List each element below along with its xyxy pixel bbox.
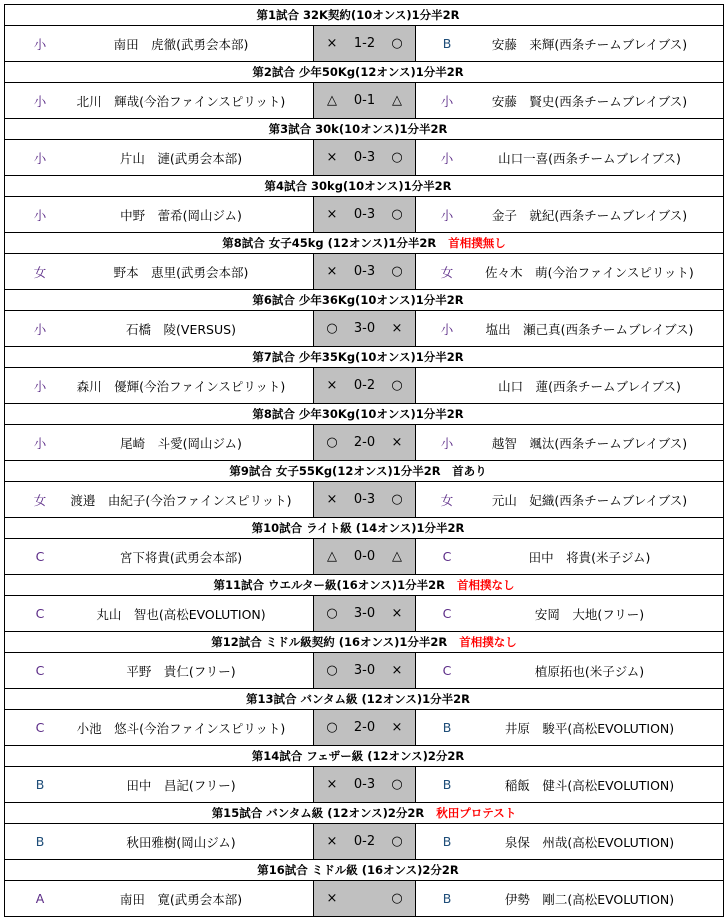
- left-fighter-name: 中野 蕾希(岡山ジム): [120, 207, 242, 223]
- left-fighter-cell: [5, 197, 314, 233]
- bout-title: 第10試合 ライト級 (14オンス)1分半2R: [251, 521, 465, 535]
- bout-header: [5, 803, 724, 824]
- bout-title: 第16試合 ミドル級 (16オンス)2分2R: [257, 863, 459, 877]
- right-fighter-name: 金子 就紀(西条チームブレイブス): [491, 207, 688, 223]
- bout-title: 第8試合 少年30Kg(10オンス)1分半2R: [252, 407, 464, 421]
- right-result-mark: ○: [391, 207, 403, 222]
- right-fighter-grade: 女: [440, 264, 454, 280]
- right-fighter-grade: B: [442, 720, 452, 735]
- bout-header: [5, 5, 724, 26]
- right-fighter-name: 塩出 瀬己真(西条チームブレイブス): [485, 321, 694, 337]
- left-fighter-grade: 小: [33, 150, 47, 166]
- bout-header-row: [5, 518, 724, 539]
- score: 0-2: [353, 378, 376, 393]
- bout-row: [5, 368, 724, 404]
- score: 2-0: [353, 435, 376, 450]
- right-fighter-grade: B: [442, 834, 452, 849]
- right-fighter-grade: C: [442, 549, 452, 564]
- right-result-mark: ○: [391, 36, 403, 51]
- bout-header: [5, 860, 724, 881]
- right-fighter-name: 山口一喜(西条チームブレイブス): [498, 150, 681, 166]
- bout-row: [5, 311, 724, 347]
- score: 0-3: [353, 777, 376, 792]
- left-fighter-grade: B: [35, 834, 45, 849]
- right-fighter-name: 植原拓也(米子ジム): [534, 663, 645, 679]
- right-fighter-grade: B: [442, 777, 452, 792]
- left-fighter-cell: [5, 482, 314, 518]
- right-fighter-grade: B: [442, 36, 452, 51]
- left-fighter-grade: A: [35, 891, 45, 906]
- left-result-mark: ×: [326, 36, 338, 51]
- right-fighter-name: 井原 駿平(高松EVOLUTION): [504, 720, 675, 736]
- bout-row: [5, 26, 724, 62]
- left-fighter-name: 渡邉 由紀子(今治ファインスピリット): [70, 492, 292, 508]
- left-fighter-grade: C: [35, 549, 45, 564]
- left-result-mark: ×: [326, 891, 338, 906]
- bout-row: [5, 767, 724, 803]
- right-fighter-grade: C: [442, 606, 452, 621]
- bout-header: [5, 461, 724, 482]
- bout-row: [5, 83, 724, 119]
- result-cell: [314, 767, 416, 803]
- left-fighter-cell: [5, 368, 314, 404]
- right-fighter-cell: [416, 140, 724, 176]
- right-fighter-name: 山口 蓮(西条チームブレイブス): [498, 378, 681, 394]
- bout-header-row: [5, 62, 724, 83]
- bout-row: [5, 254, 724, 290]
- bout-header-row: [5, 176, 724, 197]
- bout-title: 第14試合 フェザー級 (12オンス)2分2R: [251, 749, 465, 763]
- bout-header-row: [5, 461, 724, 482]
- score: 0-3: [353, 150, 376, 165]
- bout-row: [5, 425, 724, 461]
- right-fighter-name: 元山 妃織(西条チームブレイブス): [491, 492, 688, 508]
- left-result-mark: ○: [326, 321, 338, 336]
- bout-header: [5, 347, 724, 368]
- score: 2-0: [353, 720, 376, 735]
- bout-header: [5, 518, 724, 539]
- left-fighter-name: 宮下将貴(武勇会本部): [119, 549, 243, 565]
- bout-title: 第13試合 バンタム級 (12オンス)1分半2R: [245, 692, 471, 706]
- left-fighter-name: 平野 貴仁(フリー): [126, 663, 236, 679]
- bout-header-row: [5, 803, 724, 824]
- result-cell: [314, 653, 416, 689]
- right-result-mark: ×: [391, 606, 403, 621]
- bout-row: [5, 881, 724, 917]
- left-result-mark: ○: [326, 606, 338, 621]
- bout-results-table: [4, 4, 724, 917]
- right-fighter-cell: [416, 653, 724, 689]
- right-fighter-cell: [416, 197, 724, 233]
- right-result-mark: ×: [391, 435, 403, 450]
- bout-row: [5, 653, 724, 689]
- bout-row: [5, 539, 724, 575]
- left-result-mark: ×: [326, 207, 338, 222]
- right-result-mark: ○: [391, 378, 403, 393]
- left-fighter-name: 南田 寛(武勇会本部): [119, 891, 243, 907]
- bout-title: 第12試合 ミドル級契約 (16オンス)1分半2R: [211, 635, 448, 649]
- bout-header-row: [5, 746, 724, 767]
- score: 0-1: [353, 93, 376, 108]
- bout-row: [5, 710, 724, 746]
- bout-title: 第7試合 少年35Kg(10オンス)1分半2R: [252, 350, 464, 364]
- right-fighter-name: 安藤 賢史(西条チームブレイブス): [491, 93, 688, 109]
- left-fighter-name: 南田 虎徹(武勇会本部): [113, 36, 249, 52]
- right-result-mark: ○: [391, 492, 403, 507]
- score: 0-3: [353, 492, 376, 507]
- bout-row: [5, 197, 724, 233]
- left-fighter-grade: 小: [33, 321, 47, 337]
- bout-header-row: [5, 347, 724, 368]
- right-fighter-name: 安岡 大地(フリー): [534, 606, 645, 622]
- left-fighter-grade: 小: [33, 36, 47, 52]
- right-fighter-cell: [416, 482, 724, 518]
- left-fighter-grade: 女: [33, 264, 47, 280]
- result-cell: [314, 539, 416, 575]
- result-cell: [314, 482, 416, 518]
- bout-header-row: [5, 689, 724, 710]
- right-fighter-cell: [416, 311, 724, 347]
- bout-header: [5, 632, 724, 653]
- result-cell: [314, 140, 416, 176]
- bout-header-row: [5, 404, 724, 425]
- left-result-mark: ×: [326, 150, 338, 165]
- right-result-mark: ○: [391, 834, 403, 849]
- left-fighter-grade: 女: [33, 492, 47, 508]
- result-cell: [314, 824, 416, 860]
- left-fighter-name: 秋田雅樹(岡山ジム): [126, 834, 236, 850]
- result-cell: [314, 83, 416, 119]
- left-result-mark: ×: [326, 834, 338, 849]
- right-fighter-grade: 小: [440, 321, 454, 337]
- right-fighter-name: 田中 将貴(米子ジム): [528, 549, 651, 565]
- left-fighter-name: 野本 恵里(武勇会本部): [113, 264, 249, 280]
- result-cell: [314, 254, 416, 290]
- bout-title: 第3試合 30k(10オンス)1分半2R: [268, 122, 448, 136]
- right-fighter-cell: [416, 254, 724, 290]
- left-fighter-grade: C: [35, 720, 45, 735]
- bout-header: [5, 119, 724, 140]
- bout-title: 第2試合 少年50Kg(12オンス)1分半2R: [252, 65, 464, 79]
- left-fighter-cell: [5, 140, 314, 176]
- left-fighter-cell: [5, 254, 314, 290]
- bout-title: 第4試合 30kg(10オンス)1分半2R: [264, 179, 452, 193]
- right-fighter-cell: [416, 368, 724, 404]
- right-result-mark: ×: [391, 663, 403, 678]
- left-fighter-cell: [5, 881, 314, 917]
- right-fighter-name: 越智 颯汰(西条チームブレイブス): [491, 435, 688, 451]
- right-result-mark: ×: [391, 321, 403, 336]
- score: 0-2: [353, 834, 376, 849]
- bout-note: 首相撲なし: [459, 635, 517, 649]
- bout-header: [5, 404, 724, 425]
- right-fighter-cell: [416, 824, 724, 860]
- bout-header-row: [5, 5, 724, 26]
- right-result-mark: △: [391, 93, 402, 108]
- bout-title: 第8試合 女子45kg (12オンス)1分半2R: [222, 236, 437, 250]
- left-fighter-name: 田中 昌記(フリー): [126, 777, 236, 793]
- left-fighter-grade: 小: [33, 207, 47, 223]
- bout-header: [5, 689, 724, 710]
- bout-header: [5, 62, 724, 83]
- score: 3-0: [353, 606, 376, 621]
- bout-title: 第1試合 32K契約(10オンス)1分半2R: [256, 8, 460, 22]
- right-result-mark: ○: [391, 150, 403, 165]
- right-fighter-cell: [416, 767, 724, 803]
- left-fighter-cell: [5, 83, 314, 119]
- left-result-mark: ○: [326, 435, 338, 450]
- bout-header: [5, 233, 724, 254]
- score: 0-3: [353, 207, 376, 222]
- right-fighter-grade: 小: [440, 207, 454, 223]
- left-fighter-name: 北川 輝哉(今治ファインスピリット): [76, 93, 286, 109]
- bout-row: [5, 482, 724, 518]
- left-fighter-cell: [5, 26, 314, 62]
- score: 1-2: [353, 36, 376, 51]
- bout-header-row: [5, 290, 724, 311]
- result-cell: [314, 311, 416, 347]
- left-fighter-cell: [5, 824, 314, 860]
- result-cell: [314, 197, 416, 233]
- bout-title: 第15試合 バンタム級 (12オンス)2分2R: [211, 806, 425, 820]
- right-fighter-cell: [416, 539, 724, 575]
- left-fighter-cell: [5, 311, 314, 347]
- left-result-mark: △: [327, 93, 337, 108]
- left-result-mark: ○: [326, 663, 338, 678]
- left-fighter-cell: [5, 653, 314, 689]
- right-result-mark: ×: [391, 720, 403, 735]
- right-fighter-name: 安藤 来輝(西条チームブレイブス): [491, 36, 688, 52]
- bout-header: [5, 176, 724, 197]
- score: 0-3: [353, 264, 376, 279]
- result-cell: [314, 26, 416, 62]
- right-fighter-cell: [416, 425, 724, 461]
- right-fighter-cell: [416, 83, 724, 119]
- right-fighter-name: 佐々木 萌(今治ファインスピリット): [485, 264, 694, 280]
- bout-header: [5, 575, 724, 596]
- left-fighter-grade: B: [35, 777, 45, 792]
- right-fighter-grade: 小: [440, 93, 454, 109]
- bout-header-row: [5, 119, 724, 140]
- left-result-mark: △: [327, 549, 337, 564]
- result-cell: [314, 368, 416, 404]
- score: 3-0: [353, 321, 376, 336]
- right-fighter-name: 泉保 州哉(高松EVOLUTION): [504, 834, 675, 850]
- left-fighter-name: 尾崎 斗愛(岡山ジム): [120, 435, 242, 451]
- left-result-mark: ×: [326, 378, 338, 393]
- right-fighter-grade: 小: [440, 150, 454, 166]
- bout-header-row: [5, 632, 724, 653]
- bout-title: 第6試合 少年36Kg(10オンス)1分半2R: [252, 293, 464, 307]
- result-cell: [314, 881, 416, 917]
- bout-header: [5, 746, 724, 767]
- right-fighter-cell: [416, 26, 724, 62]
- bout-header-row: [5, 860, 724, 881]
- right-fighter-name: 伊勢 剛二(高松EVOLUTION): [504, 891, 675, 907]
- bout-header-row: [5, 233, 724, 254]
- left-result-mark: ×: [326, 777, 338, 792]
- right-result-mark: ○: [391, 891, 403, 906]
- result-cell: [314, 425, 416, 461]
- right-result-mark: ○: [391, 264, 403, 279]
- right-result-mark: △: [391, 549, 402, 564]
- bout-note: 秋田プロテスト: [436, 806, 517, 820]
- left-fighter-grade: C: [35, 663, 45, 678]
- bout-row: [5, 824, 724, 860]
- left-fighter-name: 小池 悠斗(今治ファインスピリット): [76, 720, 286, 736]
- score: 3-0: [353, 663, 376, 678]
- bout-title: 第11試合 ウエルター級(16オンス)1分半2R: [213, 578, 446, 592]
- left-result-mark: ○: [326, 720, 338, 735]
- score: 0-0: [353, 549, 376, 564]
- left-fighter-cell: [5, 425, 314, 461]
- bout-note: 首相撲なし: [457, 578, 515, 592]
- left-fighter-grade: 小: [33, 93, 47, 109]
- right-fighter-cell: [416, 710, 724, 746]
- bout-title: 第9試合 女子55Kg(12オンス)1分半2R 首あり: [229, 464, 487, 478]
- result-cell: [314, 596, 416, 632]
- left-fighter-grade: C: [35, 606, 45, 621]
- left-fighter-name: 森川 優輝(今治ファインスピリット): [76, 378, 286, 394]
- left-result-mark: ×: [326, 264, 338, 279]
- bout-row: [5, 140, 724, 176]
- left-fighter-grade: 小: [33, 378, 47, 394]
- right-result-mark: ○: [391, 777, 403, 792]
- left-fighter-name: 石橋 陵(VERSUS): [126, 321, 236, 337]
- left-fighter-grade: 小: [33, 435, 47, 451]
- right-fighter-grade: C: [442, 663, 452, 678]
- left-fighter-cell: [5, 596, 314, 632]
- bout-list: [5, 5, 724, 917]
- left-fighter-cell: [5, 767, 314, 803]
- left-fighter-cell: [5, 710, 314, 746]
- right-fighter-grade: B: [442, 891, 452, 906]
- right-fighter-cell: [416, 881, 724, 917]
- result-cell: [314, 710, 416, 746]
- right-fighter-name: 稲飯 健斗(高松EVOLUTION): [504, 777, 675, 793]
- right-fighter-grade: 小: [440, 435, 454, 451]
- bout-header-row: [5, 575, 724, 596]
- bout-row: [5, 596, 724, 632]
- right-fighter-grade: 女: [440, 492, 454, 508]
- left-fighter-name: 丸山 智也(高松EVOLUTION): [96, 606, 266, 622]
- bout-header: [5, 290, 724, 311]
- bout-results-sheet: [4, 4, 723, 917]
- bout-note: 首相撲無し: [448, 236, 506, 250]
- left-fighter-name: 片山 漣(武勇会本部): [119, 150, 243, 166]
- right-fighter-cell: [416, 596, 724, 632]
- left-result-mark: ×: [326, 492, 338, 507]
- left-fighter-cell: [5, 539, 314, 575]
